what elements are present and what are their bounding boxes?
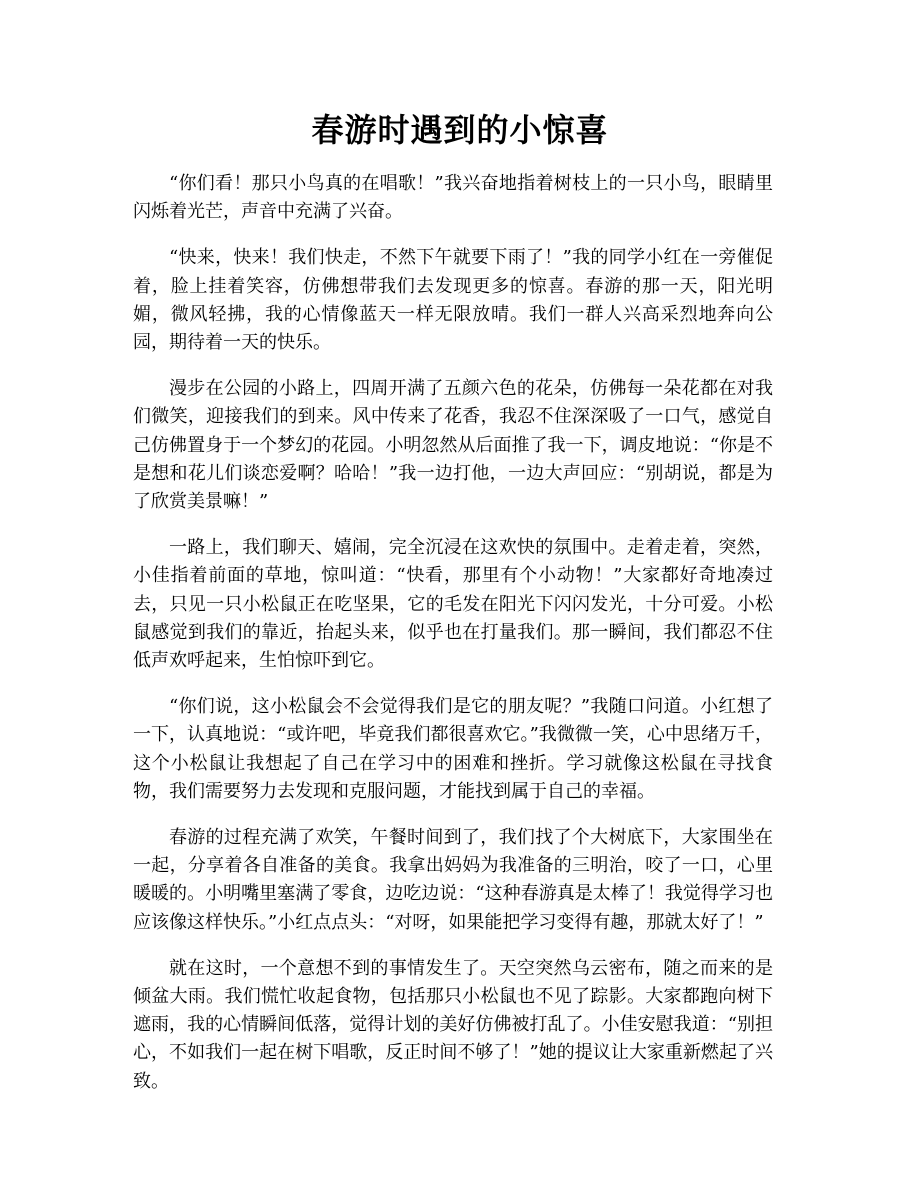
paragraph-6: 春游的过程充满了欢笑，午餐时间到了，我们找了个大树底下，大家围坐在一起，分享着各自准备的美食。我拿出妈妈为我准备的三明治，咬了一口，心里暖暖的。小明嘴里塞满了零食，边吃边说：“这种春游真是太棒了！我觉得学习也应该像这样快乐。”小红点点头：“对呀，如果能把学习变得有趣，那就太好了！” [133,827,773,933]
paragraph-2: “快来，快来！我们快走，不然下午就要下雨了！”我的同学小红在一旁催促着，脸上挂着笑容，仿佛想带我们去发现更多的惊喜。春游的那一天，阳光明媚，微风轻拂，我的心情像蓝天一样无限放晴。我们一群人兴高采烈地奔向公园，期待着一天的快乐。 [133,247,773,354]
paragraph-4: 一路上，我们聊天、嬉闹，完全沉浸在这欢快的氛围中。走着走着，突然，小佳指着前面的草地，惊叫道：“快看，那里有个小动物！”大家都好奇地凑过去，只见一只小松鼠正在吃坚果，它的毛发在阳光下闪闪发光，十分可爱。小松鼠感觉到我们的靠近，抬起头来，似乎也在打量我们。那一瞬间，我们都忍不住低声欢呼起来，生怕惊吓到它。 [133,537,773,672]
paragraph-5: “你们说，这小松鼠会不会觉得我们是它的朋友呢？”我随口问道。小红想了一下，认真地说：“或许吧，毕竟我们都很喜欢它。”我微微一笑，心中思绪万千，这个小松鼠让我想起了自己在学习中的困难和挫折。学习就像这松鼠在寻找食物，我们需要努力去发现和克服问题，才能找到属于自己的幸福。 [133,696,773,802]
page-title: 春游时遇到的小惊喜 [311,111,609,149]
paragraph-3: 漫步在公园的小路上，四周开满了五颜六色的花朵，仿佛每一朵花都在对我们微笑，迎接我们的到来。风中传来了花香，我忍不住深深吸了一口气，感觉自己仿佛置身于一个梦幻的花园。小明忽然从后面推了我一下，调皮地说：“你是不是想和花儿们谈恋爱啊？哈哈！”我一边打他，一边大声回应：“别胡说，都是为了欣赏美景嘛！” [133,378,773,513]
article-body [133,170,773,1114]
paragraph-1: “你们看！那只小鸟真的在唱歌！”我兴奋地指着树枝上的一只小鸟，眼睛里闪烁着光芒，声音中充满了兴奋。 [133,173,773,223]
paragraph-7: 就在这时，一个意想不到的事情发生了。天空突然乌云密布，随之而来的是倾盆大雨。我们慌忙收起食物，包括那只小松鼠也不见了踪影。大家都跑向树下遮雨，我的心情瞬间低落，觉得计划的美好仿佛被打乱了。小佳安慰我道：“别担心，不如我们一起在树下唱歌，反正时间不够了！”她的提议让大家重新燃起了兴致。 [133,957,773,1092]
